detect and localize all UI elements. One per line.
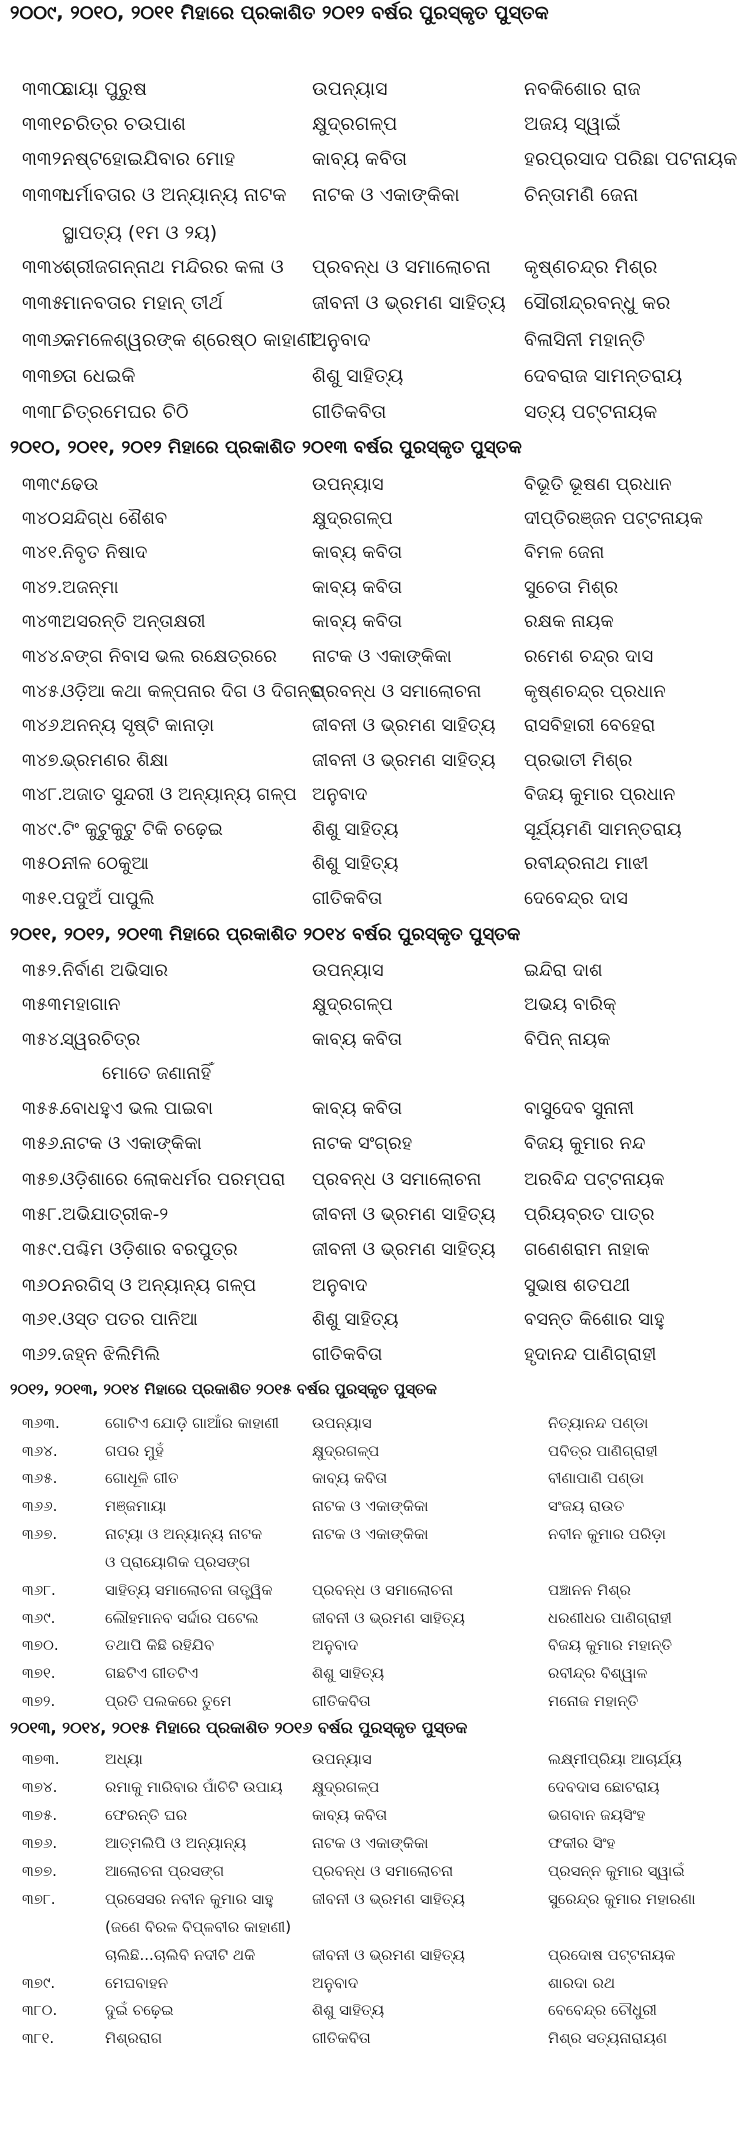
genre: ଜୀବନୀ ଓ ଭ୍ରମଣ ସାହିତ୍ୟ (312, 292, 506, 314)
entry-number: ୩୫୧. (22, 888, 63, 909)
section-heading: ୨୦୧୧, ୨୦୧୨, ୨୦୧୩ ମିହାରେ ପ୍ରକାଶିତ ୨୦୧୪ ବର୍ଷର ପୁରସ୍କୃତ ପୁସ୍ତକ (10, 924, 521, 945)
genre: ନାଟକ ଓ ଏକାଙ୍କିକା (312, 1525, 429, 1543)
entry-number: ୩୫୭. (22, 1169, 65, 1190)
entry-number: ୩୬୩. (22, 1414, 60, 1432)
table-row (0, 1609, 714, 1627)
table-row (0, 1029, 714, 1050)
table-row (0, 1664, 714, 1682)
book-title: ସ୍ୱରଚିତ୍ର (62, 1029, 141, 1050)
table-row (0, 148, 737, 170)
entry-number: ୩୫୮. (22, 1204, 63, 1225)
author: ରାସବିହାରୀ ବେହେରା (524, 715, 656, 736)
book-title: ଅସରନ୍ତି ଅନ୍ତାକ୍ଷରୀ (62, 611, 206, 632)
author: ଅରବିନ୍ଦ ପଟ୍ଟନାୟକ (524, 1169, 665, 1190)
table-row (0, 1414, 714, 1432)
genre: ଗୀତିକବିତା (312, 401, 387, 423)
entry-number: ୩୫୯. (22, 1239, 63, 1260)
genre: ପ୍ରବନ୍ଧ ଓ ସମାଲୋଚନା (312, 1581, 454, 1599)
entry-number: ୩୪୦. (22, 508, 67, 529)
genre: କାବ୍ୟ କବିତା (312, 611, 403, 632)
author: ବିପିନ୍ ନାୟକ (524, 1029, 611, 1050)
author: ସୌରୀନ୍ଦ୍ରବନ୍ଧୁ କର (524, 292, 671, 314)
table-row (0, 1133, 714, 1154)
genre: ଅନୁବାଦ (312, 784, 368, 805)
genre: ଗୀତିକବିତା (312, 2029, 371, 2047)
genre: ଉପନ୍ୟାସ (312, 78, 388, 100)
table-row (0, 1890, 714, 1908)
genre: ଶିଶୁ ସାହିତ୍ୟ (312, 853, 399, 874)
book-title: ନୀଳ ଠେକୁଆ (62, 853, 149, 874)
genre: ଶିଶୁ ସାହିତ୍ୟ (312, 1664, 385, 1682)
entry-number: ୩୩୮. (22, 401, 68, 423)
entry-number: ୩୪୬. (22, 715, 65, 736)
entry-number: ୩୪୭. (22, 750, 65, 771)
author: ଅଭୟ ବାରିକ୍ (524, 994, 617, 1015)
author: ବିଜୟ କୁମାର ପ୍ରଧାନ (524, 784, 676, 805)
book-title: ବଙ୍ଗ ନିବାସ ଭଲ ରକ୍ଷେତ୍ରରେ (62, 646, 277, 667)
genre: କାବ୍ୟ କବିତା (312, 1098, 403, 1119)
genre: ଗୀତିକବିତା (312, 1692, 371, 1710)
entry-number: ୩୩୫. (22, 292, 70, 314)
author: ପଞ୍ଚାନନ ମିଶ୍ର (548, 1581, 631, 1599)
author: ପ୍ରିୟବ୍ରତ ପାତ୍ର (524, 1204, 655, 1225)
table-row (0, 292, 714, 314)
book-title: ଗୋଟିଏ ଯୋଡ଼ି ଗାଆଁର କାହାଣୀ (105, 1414, 279, 1432)
author: ମନୋଜ ମହାନ୍ତି (548, 1692, 639, 1710)
author: କୃଷ୍ଣଚନ୍ଦ୍ର ପ୍ରଧାନ (524, 681, 666, 702)
table-row (0, 78, 714, 100)
table-row (0, 1098, 714, 1119)
entry-number: ୩୭୮. (22, 1890, 56, 1908)
book-title-continued: (ଜଣେ ବିରଳ ବିପ୍ଳବୀର କାହାଣୀ) (105, 1918, 292, 1936)
table-row (0, 1469, 714, 1487)
book-title: ଗଛଟିଏ ଗୀତଟିଏ (105, 1664, 199, 1682)
table-row (0, 1750, 714, 1768)
author: ବିଜୟ କୁମାର ନନ୍ଦ (524, 1133, 646, 1154)
genre: ଜୀବନୀ ଓ ଭ୍ରମଣ ସାହିତ୍ୟ (312, 1946, 465, 1964)
genre: ଅନୁବାଦ (312, 1275, 368, 1296)
genre: ଶିଶୁ ସାହିତ୍ୟ (312, 819, 399, 840)
table-row (0, 2001, 714, 2019)
author: ହୃଦାନନ୍ଦ ପାଣିଗ୍ରାହୀ (524, 1344, 657, 1365)
genre: କାବ୍ୟ କବିତା (312, 148, 408, 170)
section-heading: ୨୦୦୯, ୨୦୧୦, ୨୦୧୧ ମିହାରେ ପ୍ରକାଶିତ ୨୦୧୨ ବର୍ଷର ପୁରସ୍କୃତ ପୁସ୍ତକ (10, 2, 549, 24)
entry-number: ୩୬୧. (22, 1309, 63, 1330)
author: ଲକ୍ଷ୍ମୀପ୍ରିୟା ଆଚାର୍ଯ୍ୟ (548, 1750, 682, 1768)
author: ବିଳାସିନୀ ମହାନ୍ତି (524, 329, 646, 351)
book-title: ଭ୍ରମଣର ଶିକ୍ଷା (62, 750, 169, 771)
table-row (0, 1239, 714, 1260)
author: ରବୀନ୍ଦ୍ରନାଥ ମାଝୀ (524, 853, 649, 874)
entry-number: ୩୭୦. (22, 1636, 59, 1654)
book-title: ଢେଉ (62, 474, 99, 495)
genre: ପ୍ରବନ୍ଧ ଓ ସମାଲୋଚନା (312, 681, 482, 702)
author: ଗଣେଶରାମ ନାହାକ (524, 1239, 650, 1260)
author: ନବକିଶୋର ରାଜ (524, 78, 641, 100)
genre: ଜୀବନୀ ଓ ଭ୍ରମଣ ସାହିତ୍ୟ (312, 715, 496, 736)
book-title: ପ୍ରସେସର ନବୀନ କୁମାର ସାହୁ (105, 1890, 274, 1908)
author: ସୁଚେତା ମିଶ୍ର (524, 577, 619, 598)
book-title: ମେଘବାହନ (105, 1974, 169, 1992)
genre: ଜୀବନୀ ଓ ଭ୍ରମଣ ସାହିତ୍ୟ (312, 1204, 496, 1225)
entry-number: ୩୭୯. (22, 1974, 56, 1992)
book-title: ମହାଗାନ (62, 994, 121, 1015)
table-row (0, 960, 714, 981)
genre: ଗୀତିକବିତା (312, 1344, 383, 1365)
book-title: ତା ଧେଇକି (62, 365, 136, 387)
entry-number: ୩୩୦. (22, 78, 72, 100)
entry-number: ୩୭୧. (22, 1664, 56, 1682)
entry-number: ୩୪୪. (22, 646, 65, 667)
book-title: ଟିଂ କୁଟୁକୁଟୁ ଟିକି ଚଢ଼େଇ (62, 819, 223, 840)
genre: କାବ୍ୟ କବିତା (312, 1806, 388, 1824)
genre: ଜୀବନୀ ଓ ଭ୍ରମଣ ସାହିତ୍ୟ (312, 1890, 465, 1908)
table-row (0, 542, 714, 563)
genre: କ୍ଷୁଦ୍ରଗଳ୍ପ (312, 1778, 380, 1796)
book-title: ବୋଧହୁଏ ଭଲ ପାଇବା (62, 1098, 213, 1119)
book-title: ଆଲୋଚନା ପ୍ରସଙ୍ଗ (105, 1862, 225, 1880)
book-title: ମଞ୍ଜମାୟା (105, 1497, 167, 1515)
book-title-continued: ମୋତେ ଜଣାନାହିଁ (102, 1063, 212, 1084)
book-title: ଆତ୍ମଲିପି ଓ ଅନ୍ୟାନ୍ୟ (105, 1834, 247, 1852)
book-title: ପଦୁଅଁ ପାପୁଲି (62, 888, 155, 909)
table-row (0, 184, 714, 206)
author: କୃଷ୍ଣଚନ୍ଦ୍ର ମିଶ୍ର (524, 256, 658, 278)
entry-number: ୩୫୩ (22, 994, 62, 1015)
author: ଦୀପ୍ତିରଞ୍ଜନ ପଟ୍ଟନାୟକ (524, 508, 704, 529)
genre: କାବ୍ୟ କବିତା (312, 542, 403, 563)
table-row (0, 508, 714, 529)
entry-number: ୩୪୫. (22, 681, 65, 702)
table-row (0, 365, 714, 387)
genre: ଉପନ୍ୟାସ (312, 474, 384, 495)
genre: ନାଟକ ଓ ଏକାଙ୍କିକା (312, 184, 460, 206)
genre: ଉପନ୍ୟାସ (312, 960, 384, 981)
table-row (0, 1806, 714, 1824)
genre: କ୍ଷୁଦ୍ରଗଳ୍ପ (312, 508, 393, 529)
genre: କ୍ଷୁଦ୍ରଗଳ୍ପ (312, 994, 393, 1015)
entry-number: ୩୩୬. (22, 329, 70, 351)
table-row (0, 1309, 714, 1330)
book-title: ଗୋଧୂଳି ଗୀତ (105, 1469, 179, 1487)
entry-number: ୩୫୫. (22, 1098, 65, 1119)
table-row (0, 1778, 714, 1796)
table-row (0, 1204, 714, 1225)
author: ଚିନ୍ତାମଣି ଜେନା (524, 184, 639, 206)
genre: ଶିଶୁ ସାହିତ୍ୟ (312, 1309, 399, 1330)
entry-number: ୩୩୩. (22, 184, 73, 206)
table-row (0, 1974, 714, 1992)
entry-number: ୩୬୭. (22, 1525, 58, 1543)
entry-number: ୩୪୯. (22, 819, 63, 840)
book-title: ନାଟ୍ୟା ଓ ଅନ୍ୟାନ୍ୟ ନାଟକ (105, 1525, 263, 1543)
entry-number: ୩୪୩. (22, 611, 68, 632)
entry-number: ୩୫୪. (22, 1029, 65, 1050)
entry-number: ୩୭୪. (22, 1778, 58, 1796)
author: ବିମଳ ଜେନା (524, 542, 605, 563)
table-row (0, 853, 714, 874)
book-title: ଅଧ୍ୟା (105, 1750, 143, 1768)
author: ପ୍ରଭାତୀ ମିଶ୍ର (524, 750, 633, 771)
author: ରକ୍ଷକ ନାୟକ (524, 611, 614, 632)
table-row-continuation (0, 1553, 714, 1571)
table-row (0, 577, 714, 598)
book-title: ନିବୃତ ନିଷାଦ (62, 542, 148, 563)
book-title: ଧର୍ମାବତାର ଓ ଅନ୍ୟାନ୍ୟ ନାଟକ (62, 184, 287, 206)
table-row (0, 611, 714, 632)
author: ପ୍ରଦୋଷ ପଟ୍ଟନାୟକ (548, 1946, 676, 1964)
author: ବିଜୟ କୁମାର ମହାନ୍ତି (548, 1636, 673, 1654)
table-row (0, 1946, 714, 1964)
table-row-continuation (0, 222, 714, 244)
genre: ଗୀତିକବିତା (312, 888, 383, 909)
author: ଫକୀର ସିଂହ (548, 1834, 616, 1852)
entry-number: ୩୫୦. (22, 853, 67, 874)
book-title: ଅନନ୍ୟ ସୃଷ୍ଟି କାନାଡ଼ା (62, 715, 215, 736)
genre: କାବ୍ୟ କବିତା (312, 577, 403, 598)
author: ବୀଣାପାଣି ପଣ୍ଡା (548, 1469, 645, 1487)
book-title-continued: ଓ ପ୍ରାୟୋଗିକ ପ୍ରସଙ୍ଗ (105, 1553, 251, 1571)
table-row (0, 329, 714, 351)
entry-number: ୩୩୭. (22, 365, 70, 387)
genre: କ୍ଷୁଦ୍ରଗଳ୍ପ (312, 113, 398, 135)
table-row (0, 256, 714, 278)
genre: ଜୀବନୀ ଓ ଭ୍ରମଣ ସାହିତ୍ୟ (312, 1609, 465, 1627)
genre: କାବ୍ୟ କବିତା (312, 1029, 403, 1050)
author: ପ୍ରସନ୍ନ କୁମାର ସ୍ୱାଇଁ (548, 1862, 685, 1880)
entry-number: ୩୬୯. (22, 1609, 56, 1627)
entry-number: ୩୮୧. (22, 2029, 55, 2047)
author: ସୁଭାଷ ଶତପଥୀ (524, 1275, 631, 1296)
genre: ଉପନ୍ୟାସ (312, 1750, 372, 1768)
author: ସତ୍ୟ ପଟ୍ଟନାୟକ (524, 401, 658, 423)
entry-number: ୩୮୦. (22, 2001, 58, 2019)
author: ବେବେନ୍ଦ୍ର ଚୌଧୁରୀ (548, 2001, 657, 2019)
book-title-continued: ସ୍ଥାପତ୍ୟ (୧ମ ଓ ୨ୟ) (62, 222, 218, 244)
book-title: ତଥାପି କିଛି ରହିଯିବ (105, 1636, 215, 1654)
book-title: ଚରିତ୍ର ଚଉପାଶ (62, 113, 186, 135)
entry-number: ୩୪୮. (22, 784, 63, 805)
genre: ନାଟକ ଓ ଏକାଙ୍କିକା (312, 1834, 429, 1852)
genre: ପ୍ରବନ୍ଧ ଓ ସମାଲୋଚନା (312, 1862, 454, 1880)
book-title: ଅଜାତ ସୁନ୍ଦରୀ ଓ ଅନ୍ୟାନ୍ୟ ଗଳ୍ପ (62, 784, 297, 805)
book-title: ଚିତ୍ରମେଘର ଚିଠି (62, 401, 189, 423)
table-row (0, 1497, 714, 1515)
author: ଶାରଦା ରଥ (548, 1974, 616, 1992)
genre: ଶିଶୁ ସାହିତ୍ୟ (312, 365, 404, 387)
table-row (0, 1275, 714, 1296)
genre: ଅନୁବାଦ (312, 1974, 359, 1992)
book-title: ଫେରନ୍ତି ଘର (105, 1806, 188, 1824)
table-row (0, 1344, 714, 1365)
genre: ଶିଶୁ ସାହିତ୍ୟ (312, 2001, 385, 2019)
genre: ପ୍ରବନ୍ଧ ଓ ସମାଲୋଚନା (312, 1169, 482, 1190)
genre: ପ୍ରବନ୍ଧ ଓ ସମାଲୋଚନା (312, 256, 491, 278)
entry-number: ୩୬୨. (22, 1344, 63, 1365)
table-row (0, 1169, 714, 1190)
book-title: ଛାୟା ପୁରୁଷ (62, 78, 148, 100)
table-row (0, 1636, 714, 1654)
genre: ଅନୁବାଦ (312, 1636, 359, 1654)
section-heading: ୨୦୧୩, ୨୦୧୪, ୨୦୧୫ ମିହାରେ ପ୍ରକାଶିତ ୨୦୧୬ ବର୍ଷର ପୁରସ୍କୃତ ପୁସ୍ତକ (10, 1718, 468, 1737)
section-heading: ୨୦୧୦, ୨୦୧୧, ୨୦୧୨ ମିହାରେ ପ୍ରକାଶିତ ୨୦୧୩ ବର୍ଷର ପୁରସ୍କୃତ ପୁସ୍ତକ (10, 437, 522, 458)
genre: ଜୀବନୀ ଓ ଭ୍ରମଣ ସାହିତ୍ୟ (312, 750, 496, 771)
entry-number: ୩୭୭. (22, 1862, 57, 1880)
table-row (0, 1525, 714, 1543)
table-row (0, 715, 714, 736)
table-row (0, 1692, 714, 1710)
table-row (0, 819, 714, 840)
table-row (0, 1581, 714, 1599)
book-title: ଓଡ଼ିଆ କଥା କଳ୍ପନାର ଦିଗ ଓ ଦିଗନ୍ତ (62, 681, 323, 702)
author: ରମେଶ ଚନ୍ଦ୍ର ଦାସ (524, 646, 654, 667)
author: ଦେବେନ୍ଦ୍ର ଦାସ (524, 888, 628, 909)
table-row (0, 994, 714, 1015)
table-row (0, 646, 714, 667)
entry-number: ୩୪୧. (22, 542, 63, 563)
author: ଇନ୍ଦିରା ଦାଶ (524, 960, 603, 981)
author: ଧରଣୀଧର ପାଣିଗ୍ରାହୀ (548, 1609, 672, 1627)
author: ବସନ୍ତ କିଶୋର ସାହୁ (524, 1309, 665, 1330)
author: ଭଗବାନ ଜୟସିଂହ (548, 1806, 646, 1824)
book-title: ନିର୍ବାଣ ଅଭିସାର (62, 960, 168, 981)
author: ବାସୁଦେବ ସୁନାନୀ (524, 1098, 635, 1119)
book-title: ରମାକୁ ମାରିବାର ପାଁଚିଟି ଉପାୟ (105, 1778, 283, 1796)
book-title: କମଳେଶ୍ୱରଙ୍କ ଶ୍ରେଷ୍ଠ କାହାଣୀ (62, 329, 316, 351)
author: ହରପ୍ରସାଦ ପରିଛା ପଟନାୟକ (524, 148, 737, 170)
genre: ନାଟକ ଓ ଏକାଙ୍କିକା (312, 1497, 429, 1515)
table-row (0, 1442, 714, 1460)
book-title: ଦୁଇଁ ଚଢ଼େଇ (105, 2001, 174, 2019)
author: ଅଜୟ ସ୍ୱାଇଁ (524, 113, 621, 135)
entry-number: ୩୬୪. (22, 1442, 58, 1460)
author: ଦେବଦାସ ଛୋଟରାୟ (548, 1778, 660, 1796)
entry-number: ୩୭୫. (22, 1806, 58, 1824)
table-row (0, 401, 714, 423)
genre: ନାଟକ ସଂଗ୍ରହ (312, 1133, 413, 1154)
author: ନବୀନ କୁମାର ପରିଡ଼ା (548, 1525, 666, 1543)
book-title: ଅଜନ୍ମା (62, 577, 119, 598)
table-row (0, 1862, 714, 1880)
entry-number: ୩୩୧. (22, 113, 68, 135)
table-row (0, 888, 714, 909)
book-title: ମିଶ୍ରରାଗ (105, 2029, 163, 2047)
table-row-continuation (0, 1063, 714, 1084)
entry-number: ୩୭୩. (22, 1750, 60, 1768)
genre: ଉପନ୍ୟାସ (312, 1414, 372, 1432)
genre: କ୍ଷୁଦ୍ରଗଳ୍ପ (312, 1442, 380, 1460)
entry-number: ୩୫୬. (22, 1133, 65, 1154)
book-title: ଓଡ଼ିଶାରେ ଲୋକଧର୍ମର ପରମ୍ପରା (62, 1169, 286, 1190)
book-title: ଅଭିଯାତ୍ରୀକ-୨ (62, 1204, 169, 1225)
table-row (0, 474, 714, 495)
entry-number: ୩୬୮. (22, 1581, 56, 1599)
book-title: ଲୌହମାନବ ସର୍ଦ୍ଦାର ପଟେଲ (105, 1609, 259, 1627)
book-title: ପ୍ରତି ପଲକରେ ତୁମେ (105, 1692, 232, 1710)
table-row (0, 113, 714, 135)
author: ପବିତ୍ର ପାଣିଗ୍ରାହୀ (548, 1442, 658, 1460)
book-title: ଜହ୍ନ ଝିଲିମିଲି (62, 1344, 161, 1365)
author: ନିତ୍ୟାନନ୍ଦ ପଣ୍ଡା (548, 1414, 649, 1432)
book-title: ପଶ୍ଚିମ ଓଡ଼ିଶାର ବରପୁତ୍ର (62, 1239, 238, 1260)
entry-number: ୩୩୪. (22, 256, 71, 278)
author: ରବୀନ୍ଦ୍ର ବିଶ୍ୱାଳ (548, 1664, 648, 1682)
entry-number: ୩୭୨. (22, 1692, 56, 1710)
author: ମିଶ୍ର ସତ୍ୟନାରାୟଣ (548, 2029, 668, 2047)
book-title: ଓସ୍ତ ପତର ପାନିଆ (62, 1309, 198, 1330)
entry-number: ୩୩୯. (22, 474, 65, 495)
entry-number: ୩୬୫. (22, 1469, 58, 1487)
genre: ଅନୁବାଦ (312, 329, 371, 351)
book-title: ସନ୍ଦିଗ୍ଧ ଶୈଶବ (62, 508, 168, 529)
entry-number: ୩୩୨. (22, 148, 68, 170)
table-row (0, 784, 714, 805)
author: ଦେବରାଜ ସାମନ୍ତରାୟ (524, 365, 683, 387)
author: ସୁରେନ୍ଦ୍ର କୁମାର ମହାରଣା (548, 1890, 696, 1908)
table-row (0, 681, 714, 702)
table-row (0, 750, 714, 771)
author: ସଂଜୟ ରାଉତ (548, 1497, 625, 1515)
book-title: ଶ୍ରୀଜଗନ୍ନାଥ ମନ୍ଦିରର କଳା ଓ (62, 256, 284, 278)
entry-number: ୩୬୦. (22, 1275, 67, 1296)
author: ବିଭୂତି ଭୂଷଣ ପ୍ରଧାନ (524, 474, 672, 495)
table-row (0, 2029, 714, 2047)
genre: ନାଟକ ଓ ଏକାଙ୍କିକା (312, 646, 452, 667)
book-title: ମାନବତାର ମହାନ୍ ତୀର୍ଥ (62, 292, 223, 314)
genre: ଜୀବନୀ ଓ ଭ୍ରମଣ ସାହିତ୍ୟ (312, 1239, 496, 1260)
book-title: ସାହିତ୍ୟ ସମାଲୋଚନା ତାତ୍ତ୍ୱିକ (105, 1581, 273, 1599)
genre: କାବ୍ୟ କବିତା (312, 1469, 388, 1487)
entry-number: ୩୭୬. (22, 1834, 58, 1852)
section-heading: ୨୦୧୨, ୨୦୧୩, ୨୦୧୪ ମିହାରେ ପ୍ରକାଶିତ ୨୦୧୫ ବର୍ଷର ପୁରସ୍କୃତ ପୁସ୍ତକ (10, 1380, 437, 1398)
book-title: ଗପର ମୁହଁ (105, 1442, 164, 1460)
book-title: ନାଟକ ଓ ଏକାଙ୍କିକା (62, 1133, 202, 1154)
book-title: ଚାଲିଛି...ଚାଲିବି ନଦୀଟି ଥକି (105, 1946, 256, 1964)
book-title: ନରଗିସ୍ ଓ ଅନ୍ୟାନ୍ୟ ଗଳ୍ପ (62, 1275, 257, 1296)
book-title: ନଷ୍ଟହୋଇଯିବାର ମୋହ (62, 148, 236, 170)
author: ସୂର୍ଯ୍ୟମଣି ସାମନ୍ତରାୟ (524, 819, 682, 840)
entry-number: ୩୬୬. (22, 1497, 58, 1515)
table-row-continuation (0, 1918, 714, 1936)
table-row (0, 1834, 714, 1852)
entry-number: ୩୪୨. (22, 577, 63, 598)
entry-number: ୩୫୨. (22, 960, 63, 981)
